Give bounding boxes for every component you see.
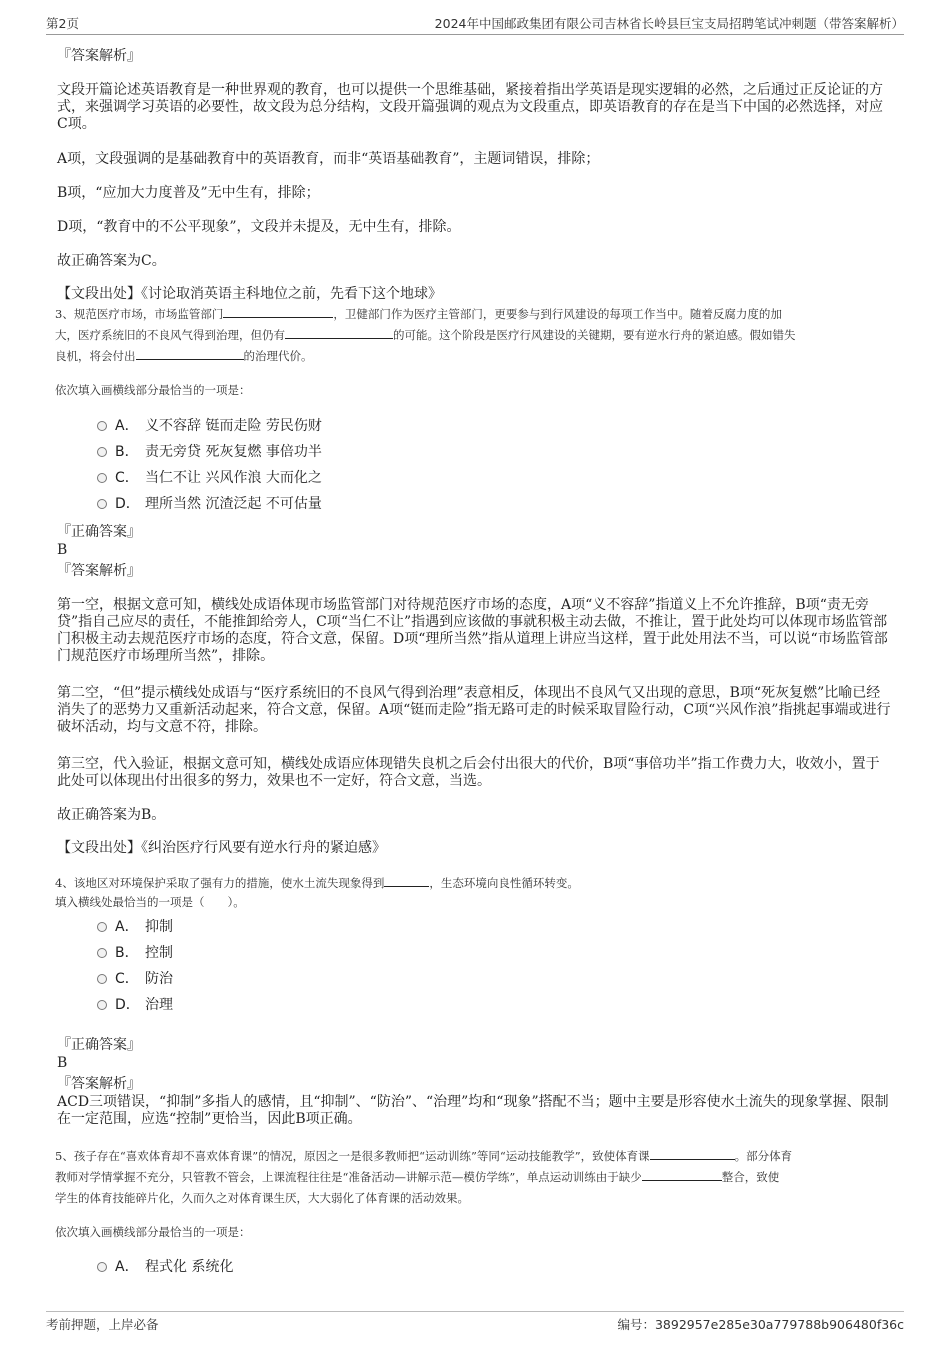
option-c[interactable]: C． 当仁不让 兴风作浪 大而化之 (97, 469, 322, 487)
radio-icon[interactable] (97, 499, 107, 509)
page-header (46, 14, 904, 34)
header-divider (46, 34, 904, 35)
question-stem: 3、规范医疗市场，市场监管部门 ，卫健部门作为医疗主管部门，更要参与到行风建设的每项工作当中。随着反腐力度的加 大，医疗系统旧的不良风气得到治理，但仍有 的可能。这个阶段是医疗行风建设的关键期，要有逆水行舟的紧迫感。假如错失 良机，将会付出 的治理代价。 (55, 307, 796, 363)
document-title: 2024年中国邮政集团有限公司吉林省长岭县巨宝支局招聘笔试冲刺题（带答案解析） (434, 16, 904, 31)
option-d[interactable]: D． 理所当然 沉渣泛起 不可估量 (97, 495, 322, 513)
option-a[interactable]: A． 义不容辞 铤而走险 劳民伤财 (97, 417, 322, 435)
analysis-paragraph: 第一空，根据文意可知，横线处成语体现市场监管部门对待规范医疗市场的态度，A项“义不容辞”指道义上不允许推辞，B项“责无旁贷”指自己应尽的责任，不能推卸给旁人，C项“当仁不让”指遇到应该做的事就积极主动去做，不推让，置于此处均可以体现市场监管部门积极主动去规范医疗市场的态度，符合文意，保留。D项“理所当然”指从道理上讲应当这样，置于此处用法不当，可以说“市场监管部门规范医疗市场理所当然”，排除。 (57, 597, 888, 664)
correct-answer: B (57, 1055, 68, 1071)
analysis-label: 『答案解析』 (57, 48, 141, 64)
radio-icon[interactable] (97, 948, 107, 958)
analysis-paragraph: 第二空，“但”提示横线处成语与“医疗系统旧的不良风气得到治理”表意相反，体现出不良风气又出现的意思，B项“死灰复燃”比喻已经消失了的恶势力又重新活动起来，符合文意，保留。A项“铤而走险”指无路可走的时候采取冒险行动，C项“兴风作浪”指挑起事端或进行破坏活动，均与文意不符，排除。 (57, 685, 891, 735)
analysis-paragraph: B项，“应加大力度普及”无中生有，排除； (57, 185, 320, 201)
page-number: 第2页 (46, 16, 79, 31)
radio-icon[interactable] (97, 1000, 107, 1010)
answer-blank (384, 874, 429, 887)
passage-source: 【文段出处】《讨论取消英语主科地位之前，先看下这个地球》 (57, 286, 442, 302)
analysis-paragraph: D项，“教育中的不公平现象”，文段并未提及，无中生有，排除。 (57, 219, 461, 235)
analysis-paragraph: 第三空，代入验证，根据文意可知，横线处成语应体现错失良机之后会付出很大的代价，B项“事倍功半”指工作费力大，收效小，置于此处可以体现出付出很多的努力，效果也不一定好，符合文意，当选。 (57, 756, 880, 789)
question-instruction: 依次填入画横线部分最恰当的一项是： (55, 1225, 251, 1239)
analysis-paragraph: 文段开篇论述英语教育是一种世界观的教育，也可以提供一个思维基础，紧接着指出学英语是现实逻辑的必然，之后通过正反论证的方式，来强调学习英语的必要性，故文段为总分结构，文段开篇强调的观点为文段重点，即英语教育的存在是当下中国的必然选择，对应C项。 (57, 82, 883, 132)
radio-icon[interactable] (97, 421, 107, 431)
option-d[interactable]: D． 治理 (97, 996, 173, 1014)
option-b[interactable]: B． 责无旁贷 死灰复燃 事倍功半 (97, 443, 322, 461)
radio-icon[interactable] (97, 922, 107, 932)
question-instruction: 填入横线处最恰当的一项是（ ）。 (55, 895, 245, 909)
analysis-label: 『答案解析』 (57, 563, 141, 579)
answer-blank (642, 1168, 722, 1181)
answer-blank (223, 305, 333, 318)
option-a[interactable]: A． 抑制 (97, 918, 173, 936)
answer-blank (650, 1147, 735, 1160)
radio-icon[interactable] (97, 1262, 107, 1272)
radio-icon[interactable] (97, 447, 107, 457)
option-c[interactable]: C． 防治 (97, 970, 173, 988)
passage-source: 【文段出处】《纠治医疗行风要有逆水行舟的紧迫感》 (57, 840, 386, 856)
analysis-paragraph: A项，文段强调的是基础教育中的英语教育，而非“英语基础教育”，主题词错误，排除； (57, 151, 600, 167)
footer-divider (46, 1311, 904, 1312)
radio-icon[interactable] (97, 473, 107, 483)
document-id: 编号：3892957e285e30a779788b906480f36c (617, 1317, 904, 1332)
question-stem: 5、孩子存在“喜欢体育却不喜欢体育课”的情况，原因之一是很多教师把“运动训练”等同“运动技能教学”，致使体育课 。部分体育 教师对学情掌握不充分，只管教不管会，上课流程往往是“准备活动—讲解示范—模仿学练”，单点运动训练由于缺少 整合，致使 学生的体育技能碎片化，久而久之对体育课生厌，大大弱化了体育课的活动效果。 (55, 1149, 793, 1205)
correct-answer: B (57, 542, 68, 558)
option-a[interactable]: A． 程式化 系统化 (97, 1258, 233, 1276)
conclusion: 故正确答案为C。 (57, 253, 166, 269)
option-b[interactable]: B． 控制 (97, 944, 173, 962)
correct-answer-label: 『正确答案』 (57, 524, 141, 540)
radio-icon[interactable] (97, 974, 107, 984)
analysis-label: 『答案解析』 (57, 1076, 141, 1092)
question-stem: 4、该地区对环境保护采取了强有力的措施，使水土流失现象得到 ，生态环境向良性循环转变。 (55, 876, 579, 890)
answer-blank (285, 326, 393, 339)
question-instruction: 依次填入画横线部分最恰当的一项是： (55, 383, 251, 397)
analysis-paragraph: ACD三项错误，“抑制”多指人的感情，且“抑制”、“防治”、“治理”均和“现象”搭配不当；题中主要是形容使水土流失的现象掌握、限制在一定范围，应选“控制”更恰当，因此B项正确。 (57, 1094, 889, 1127)
correct-answer-label: 『正确答案』 (57, 1037, 141, 1053)
conclusion: 故正确答案为B。 (57, 807, 166, 823)
answer-blank (136, 347, 244, 360)
footer-slogan: 考前押题，上岸必备 (46, 1317, 159, 1332)
